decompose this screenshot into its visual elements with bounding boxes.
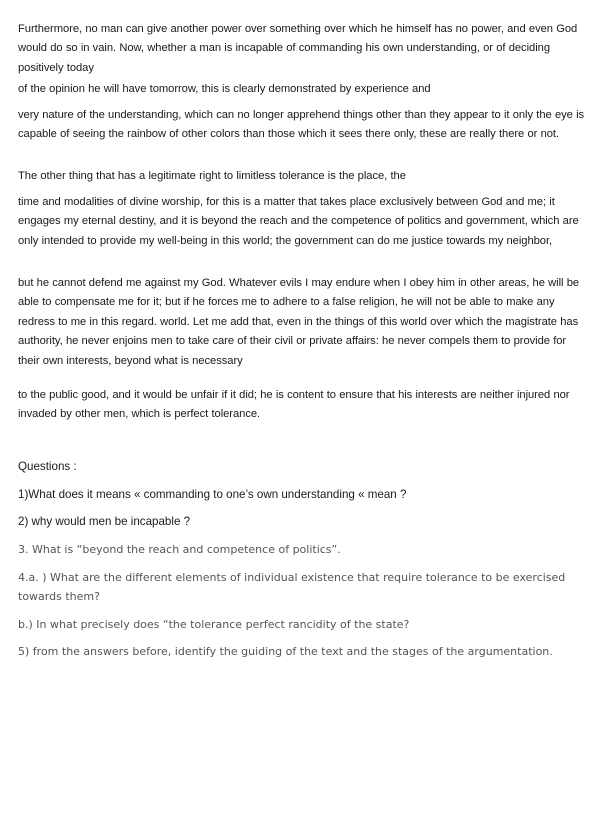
paragraph-4: The other thing that has a legitimate right to limitless tolerance is the place, the — [18, 170, 406, 182]
questions-heading: Questions : — [18, 460, 77, 473]
paragraph-5: time and modalities of divine worship, for this is a matter that takes place exclusively between God and me; it engages my eternal destiny, and it is beyond the reach and the competence of politics and government, which are only intended to provide my well-being in this world; the government can do me justice towards my neighbor, — [18, 196, 579, 247]
paragraph-2: of the opinion he will have tomorrow, this is clearly demonstrated by experience and — [18, 83, 431, 95]
question-3: 3. What is “beyond the reach and competence of politics”. — [18, 543, 341, 556]
question-4a: 4.a. ) What are the different elements of individual existence that require tolerance to be exercised towards them? — [18, 571, 566, 603]
paragraph-3: very nature of the understanding, which can no longer apprehend things other than they appear to it only the eye is capable of seeing the rainbow of other colors than those which it sees there only, these are really there or not. — [18, 109, 585, 141]
question-1: 1)What does it means « commanding to one’s own understanding « mean ? — [18, 488, 407, 501]
question-4b: b.) In what precisely does “the tolerance perfect rancidity of the state? — [18, 618, 410, 631]
question-5: 5) from the answers before, identify the guiding of the text and the stages of the argumentation. — [18, 645, 553, 658]
paragraph-7: to the public good, and it would be unfair if it did; he is content to ensure that his interests are neither injured nor invaded by other men, which is perfect tolerance. — [18, 389, 570, 421]
paragraph-1: Furthermore, no man can give another power over something over which he himself has no power, and even God would do so in vain. Now, whether a man is incapable of commanding his own understanding, or of deciding positively today — [18, 23, 578, 74]
paragraph-6: but he cannot defend me against my God. Whatever evils I may endure when I obey him in other areas, he will be able to compensate me for it; but if he forces me to adhere to a false religion, he will not be able to make any redress to me in this regard. world. Let me add that, even in the things of this world over which the magistrate has authority, he never enjoins men to take care of their civil or private affairs: he never compels them to provide for their own interests, beyond what is necessary — [18, 277, 580, 367]
question-2: 2) why would men be incapable ? — [18, 515, 191, 528]
